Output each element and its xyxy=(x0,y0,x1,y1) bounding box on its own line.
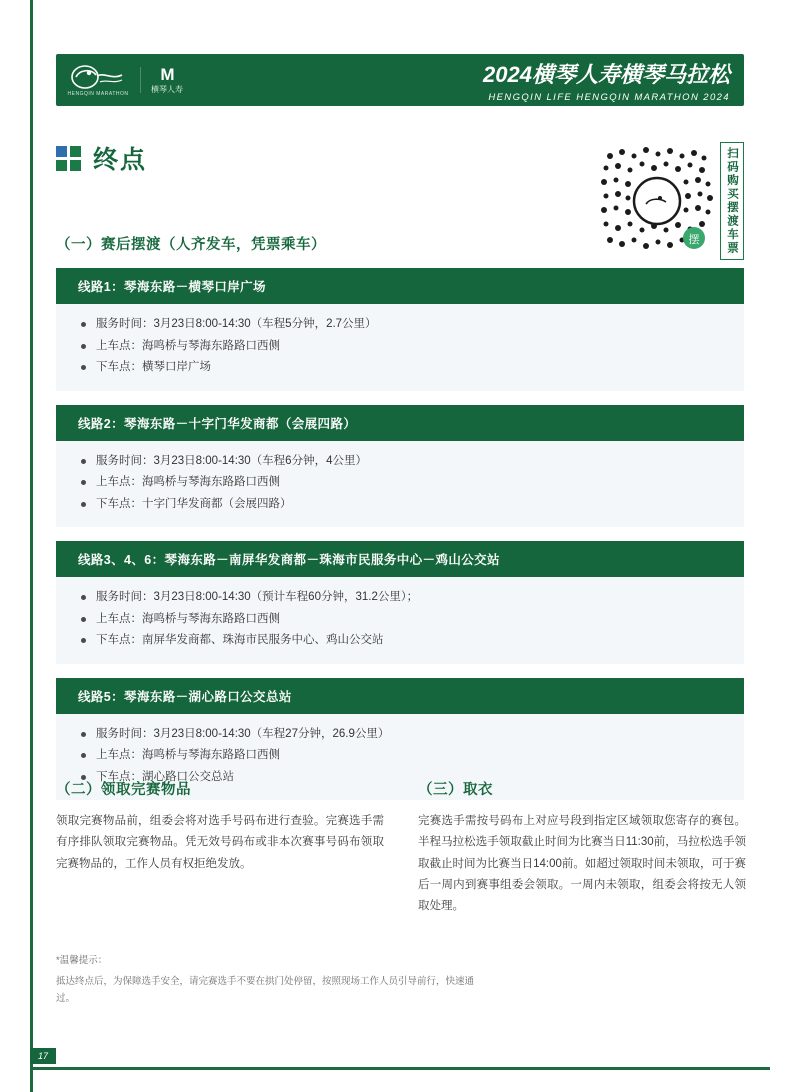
partner-name: 横琴人寿 xyxy=(151,85,183,94)
qr-side-label-text: 扫码购买摆渡车票 xyxy=(726,147,738,255)
qr-side-label xyxy=(720,142,744,260)
shuttle-routes-list xyxy=(56,268,744,814)
route-title: 线路3、4、6：琴海东路－南屏华发商都－珠海市民服务中心－鸡山公交站 xyxy=(56,541,744,577)
tips-body: 抵达终点后，为保障选手安全，请完赛选手不要在拱门处停留，按照现场工作人员引导前行，快速通过。 xyxy=(56,976,475,1005)
route-detail-item: 上车点：海鸣桥与琴海东路路口西侧 xyxy=(78,609,722,631)
marathon-logo-icon xyxy=(66,62,130,98)
left-vertical-rule xyxy=(30,0,33,1092)
logo-group xyxy=(66,62,183,98)
route-detail-item: 下车点：南屏华发商都、珠海市民服务中心、鸡山公交站 xyxy=(78,630,722,652)
route-block xyxy=(56,268,744,391)
svg-text:摆: 摆 xyxy=(688,233,700,246)
route-detail-item: 下车点：横琴口岸广场 xyxy=(78,357,722,379)
section-title-block xyxy=(56,140,147,176)
route-detail-item: 服务时间：3月23日8:00-14:30（车程27分钟，26.9公里） xyxy=(78,724,722,746)
bottom-horizontal-rule xyxy=(30,1067,770,1070)
banner-title xyxy=(483,58,734,103)
event-title-en: HENGQIN LIFE HENGQIN MARATHON 2024 xyxy=(488,91,730,103)
partner-logo xyxy=(151,66,183,94)
qr-area xyxy=(598,142,744,260)
page-number: 17 xyxy=(30,1048,56,1064)
route-detail-item: 下车点：湖心路口公交总站 xyxy=(78,767,722,789)
route-detail-item: 下车点：十字门华发商都（会展四路） xyxy=(78,494,722,516)
route-detail-item: 服务时间：3月23日8:00-14:30（车程5分钟，2.7公里） xyxy=(78,314,722,336)
column-bag-pickup xyxy=(418,778,746,917)
column-body: 领取完赛物品前，组委会将对选手号码布进行查验。完赛选手需有序排队领取完赛物品。凭无效号码布或非本次赛事号码布领取完赛物品的，工作人员有权拒绝发放。 xyxy=(56,815,384,870)
route-title: 线路1：琴海东路－横琴口岸广场 xyxy=(56,268,744,304)
column-body: 完赛选手需按号码布上对应号段到指定区域领取您寄存的赛包。半程马拉松选手领取截止时间为比赛当日11:30前，马拉松选手领取截止时间为比赛当日14:00前。如超过领取时间未领取，可于赛后一周内到赛事组委会领取。一周内未领取，组委会将按无人领取处理。 xyxy=(418,815,746,913)
decorative-squares-icon xyxy=(56,146,81,171)
page-title: 终点 xyxy=(93,146,148,174)
shuttle-subheading: （一）赛后摆渡（人齐发车，凭票乘车） xyxy=(56,237,326,253)
route-details xyxy=(56,577,744,664)
route-title: 线路5：琴海东路－湖心路口公交总站 xyxy=(56,678,744,714)
header-banner xyxy=(56,54,744,106)
column-heading: （二）领取完赛物品 xyxy=(56,782,191,798)
route-detail-item: 上车点：海鸣桥与琴海东路路口西侧 xyxy=(78,472,722,494)
column-finisher-items xyxy=(56,778,384,917)
route-detail-item: 上车点：海鸣桥与琴海东路路口西侧 xyxy=(78,745,722,767)
route-title: 线路2：琴海东路－十字门华发商都（会展四路） xyxy=(56,405,744,441)
tips-title: *温馨提示： xyxy=(56,955,108,966)
route-detail-item: 服务时间：3月23日8:00-14:30（车程6分钟，4公里） xyxy=(78,451,722,473)
route-detail-item: 上车点：海鸣桥与琴海东路路口西侧 xyxy=(78,336,722,358)
logo-caption: HENGQIN MARATHON xyxy=(67,90,129,97)
event-title-cn: 2024横琴人寿横琴马拉松 xyxy=(483,61,730,87)
qr-code-image[interactable] xyxy=(598,142,716,260)
route-detail-item: 服务时间：3月23日8:00-14:30（预计车程60分钟，31.2公里）； xyxy=(78,587,722,609)
partner-logo-icon: M xyxy=(160,65,174,84)
column-heading: （三）取衣 xyxy=(418,782,493,798)
route-details xyxy=(56,441,744,528)
tips-block xyxy=(56,952,476,1007)
route-details xyxy=(56,304,744,391)
info-columns xyxy=(56,778,746,917)
logo-divider xyxy=(140,67,141,93)
route-block xyxy=(56,541,744,664)
route-block xyxy=(56,405,744,528)
